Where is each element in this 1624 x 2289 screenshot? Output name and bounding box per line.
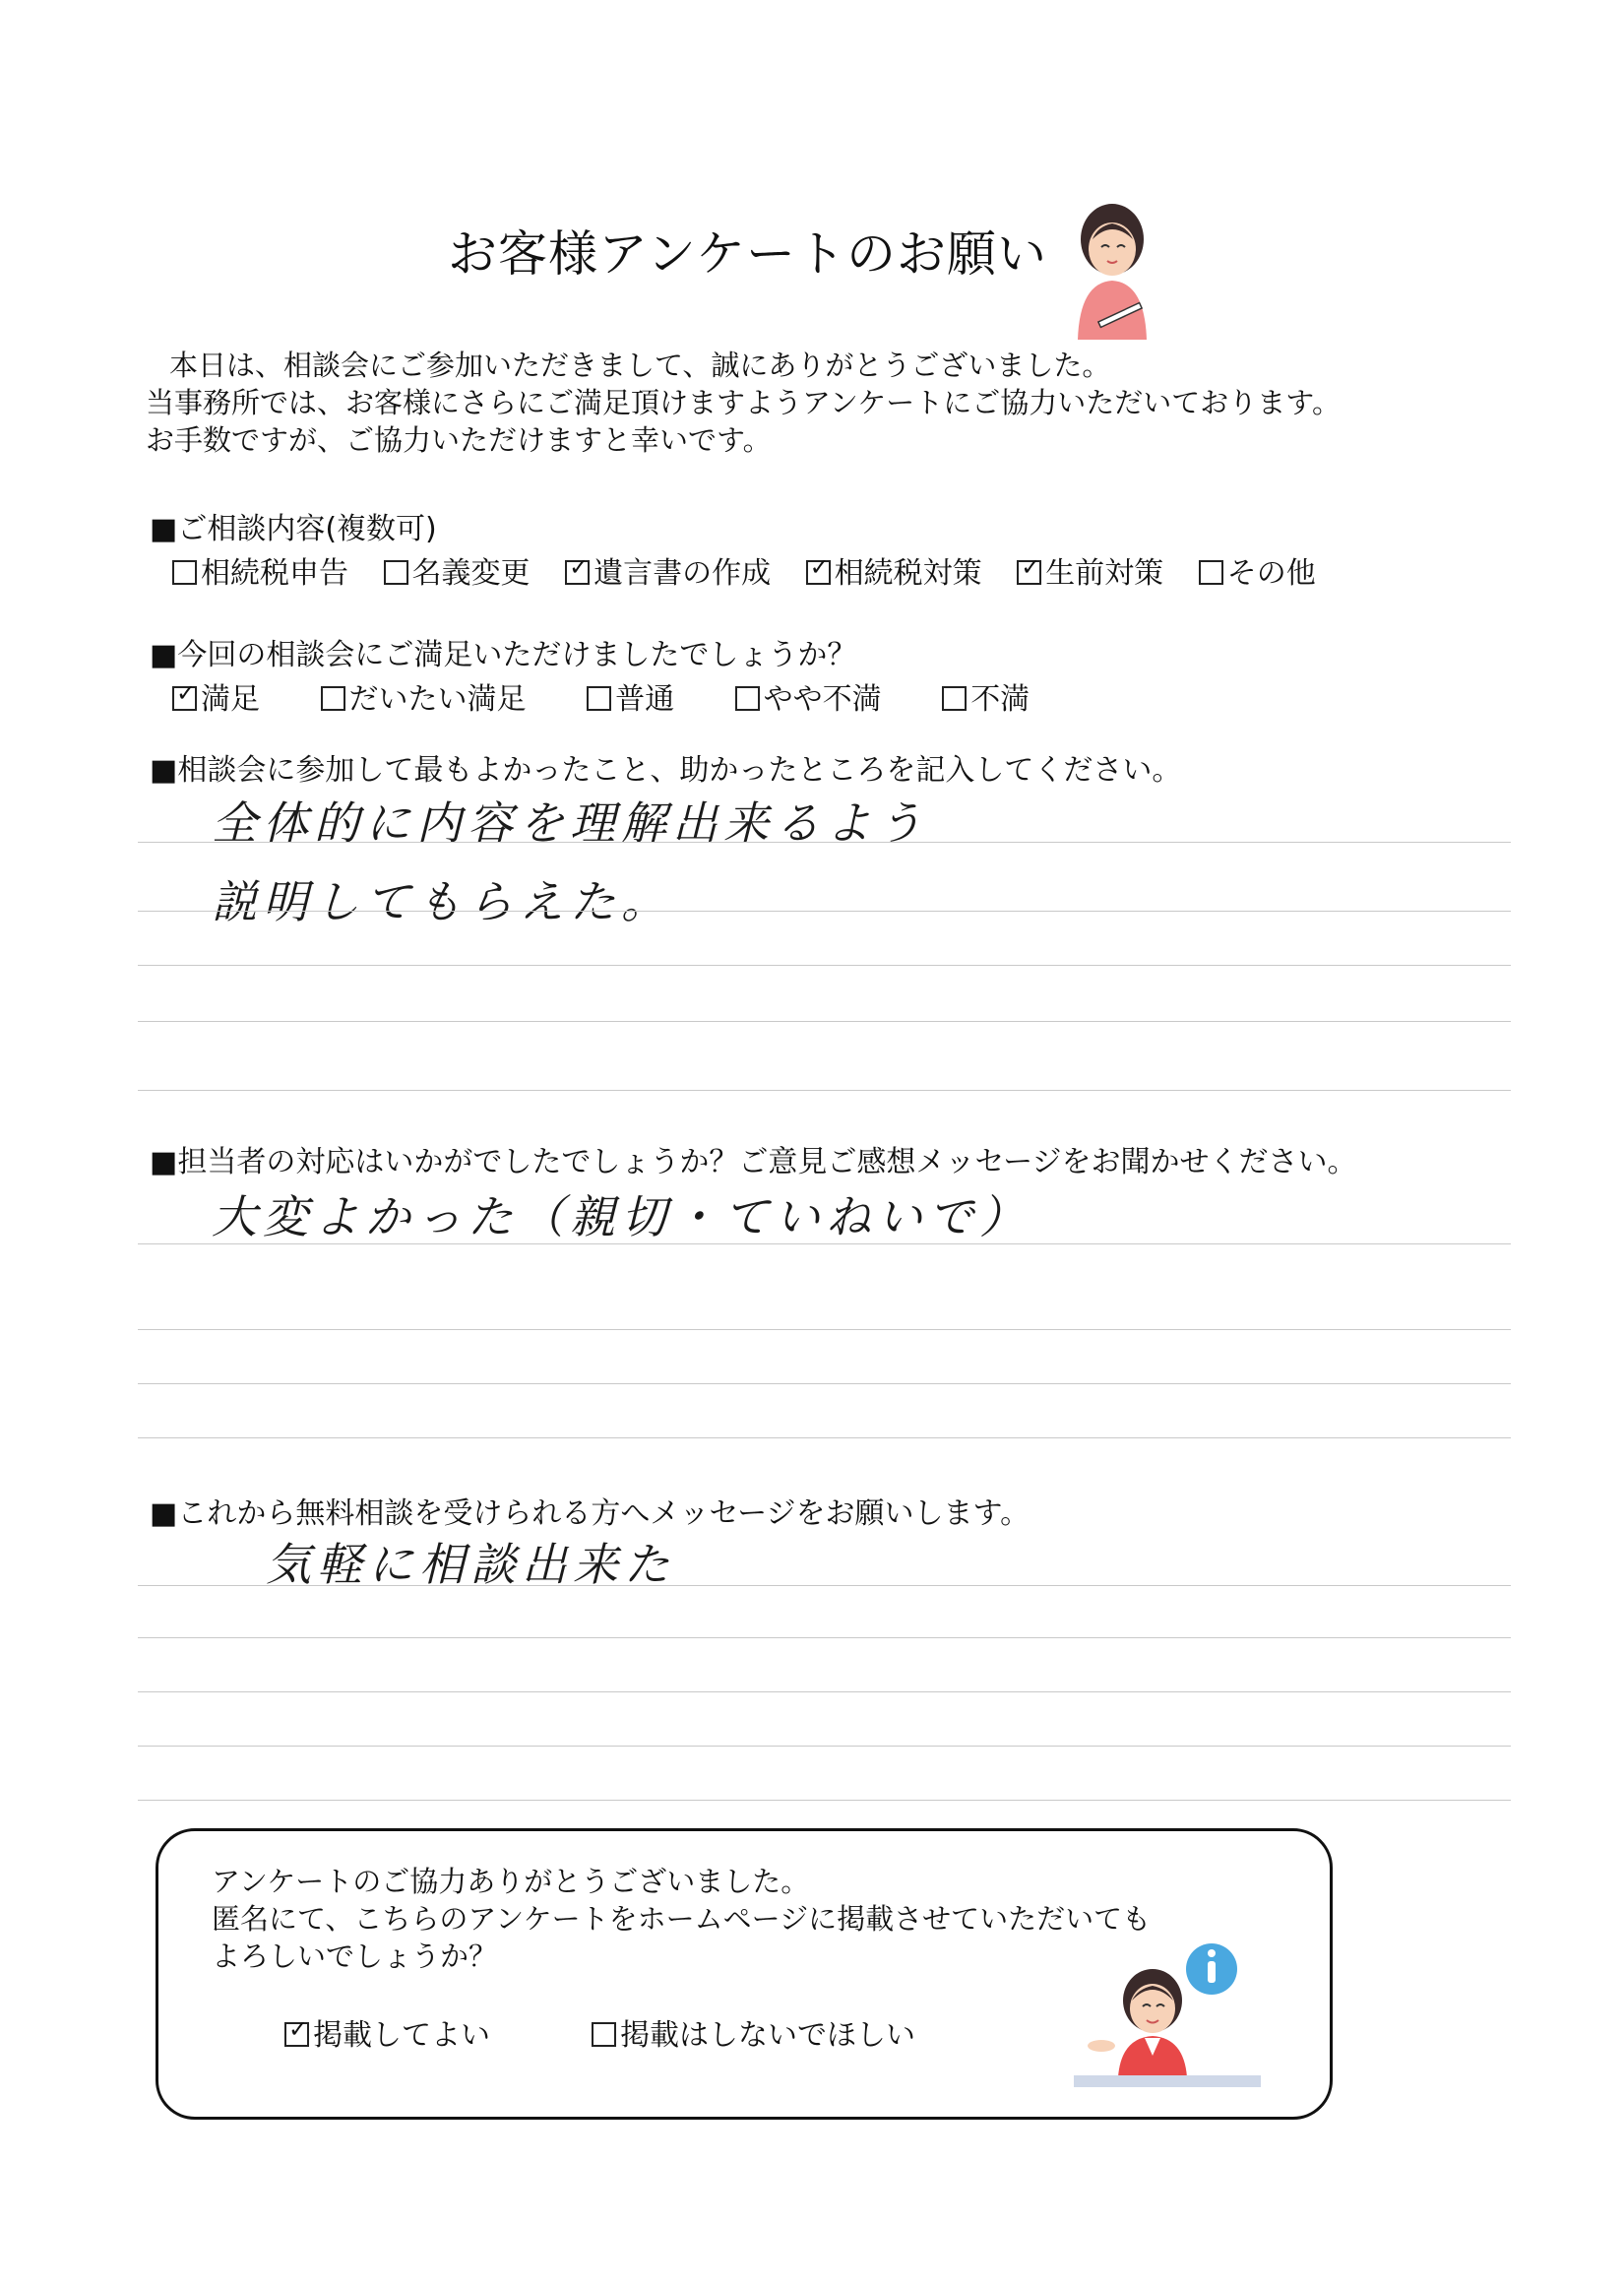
option-will-preparation[interactable]: ✓ 遺言書の作成 — [565, 548, 771, 592]
checkbox-checked[interactable] — [565, 560, 590, 585]
handwritten-answer: 全体的に内容を理解出来るよう — [212, 796, 928, 850]
checkbox[interactable] — [587, 686, 611, 711]
consent-line: よろしいでしょうか？ — [212, 1939, 498, 1973]
answer-line — [138, 1383, 1511, 1384]
answer-line — [138, 911, 1511, 912]
option-publish-ok[interactable]: ✓掲載してよい — [284, 2010, 490, 2054]
answer-line — [138, 1637, 1511, 1638]
answer-line — [138, 1800, 1511, 1801]
answer-line — [138, 1437, 1511, 1438]
checkbox[interactable] — [735, 686, 760, 711]
option-do-not-publish[interactable]: 掲載はしないでほしい — [592, 2010, 915, 2054]
option-mostly-satisfied[interactable]: だいたい満足 — [321, 674, 527, 718]
consultation-topic-options — [172, 548, 1342, 592]
handwritten-answer: 大変よかった（親切・ていねいで） — [212, 1190, 1031, 1243]
woman-writing-illustration-icon — [1068, 192, 1156, 340]
intro-line: お手数ですが、ご協力いただけますと幸いです。 — [146, 423, 772, 457]
checkbox-checked[interactable] — [284, 2022, 309, 2047]
page-title: お客様アンケートのお願い — [448, 225, 1047, 283]
answer-line — [138, 1691, 1511, 1692]
handwritten-answer: 説明してもらえた。 — [212, 875, 672, 928]
answer-line — [138, 1090, 1511, 1091]
question-consultation-topics: ■ご相談内容(複数可) — [150, 512, 437, 546]
checkbox-checked[interactable] — [172, 686, 197, 711]
question-best-part: ■相談会に参加して最もよかったこと、助かったところを記入してください。 — [150, 753, 1182, 788]
answer-line — [138, 965, 1511, 966]
question-satisfaction: ■今回の相談会にご満足いただけましたでしょうか？ — [150, 638, 857, 672]
checkbox[interactable] — [942, 686, 967, 711]
checkbox[interactable] — [592, 2022, 616, 2047]
answer-line — [138, 1585, 1511, 1586]
answer-line — [138, 1243, 1511, 1244]
consent-line: 匿名にて、こちらのアンケートをホームページに掲載させていただいても — [212, 1902, 1152, 1936]
option-neutral[interactable]: 普通 — [587, 674, 674, 718]
handwritten-answer: 気軽に相談出来た — [266, 1538, 675, 1591]
option-somewhat-dissatisfied[interactable]: やや不満 — [735, 674, 882, 718]
consent-text — [212, 1863, 1151, 1975]
satisfaction-options — [172, 674, 1055, 718]
checkbox-checked[interactable] — [1017, 560, 1041, 585]
intro-line: 本日は、相談会にご参加いただきまして、誠にありがとうございました。 — [169, 349, 1111, 382]
answer-line — [138, 1021, 1511, 1022]
option-inheritance-tax-return[interactable]: 相続税申告 — [172, 548, 348, 592]
question-staff-response: ■担当者の対応はいかがでしたでしょうか？ご意見ご感想メッセージをお聞かせください。 — [150, 1145, 1357, 1179]
option-pre-death-planning[interactable]: ✓ 生前対策 — [1017, 548, 1163, 592]
checkbox[interactable] — [321, 686, 345, 711]
publication-consent-box — [156, 1828, 1333, 2120]
checkbox-checked[interactable] — [806, 560, 831, 585]
intro-line: 当事務所では、お客様にさらにご満足頂けますようアンケートにご協力いただいております。 — [146, 386, 1341, 419]
checkbox[interactable] — [172, 560, 197, 585]
answer-line — [138, 1329, 1511, 1330]
consent-line: アンケートのご協力ありがとうございました。 — [212, 1865, 810, 1898]
option-title-change[interactable]: 名義変更 — [384, 548, 531, 592]
option-other[interactable]: その他 — [1199, 548, 1316, 592]
checkbox[interactable] — [1199, 560, 1223, 585]
checkbox[interactable] — [384, 560, 408, 585]
question-message-to-others: ■これから無料相談を受けられる方へメッセージをお願いします。 — [150, 1496, 1031, 1531]
option-satisfied[interactable]: ✓満足 — [172, 674, 260, 718]
intro-text — [146, 347, 1341, 459]
option-dissatisfied[interactable]: 不満 — [942, 674, 1030, 718]
option-inheritance-tax-planning[interactable]: ✓ 相続税対策 — [806, 548, 982, 592]
receptionist-illustration-icon — [1074, 1939, 1261, 2087]
answer-line — [138, 842, 1511, 843]
answer-line — [138, 1746, 1511, 1747]
